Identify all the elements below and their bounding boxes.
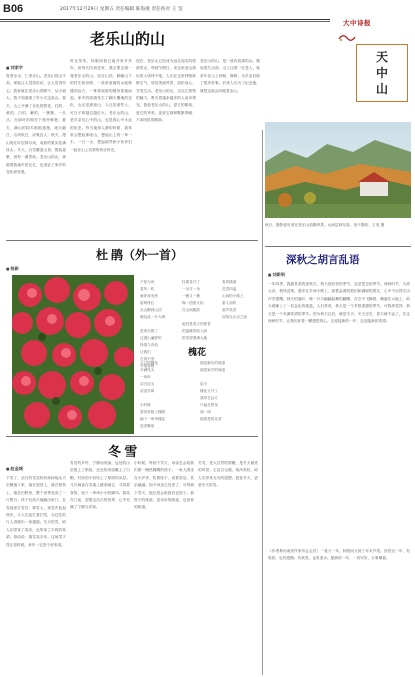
divider bbox=[6, 436, 258, 437]
article1-column: 老乐山的山，是一座有故事的山。据说很久以前，山上住着一位老人，他常年在山上种树、修路，为乡亲们做了很多好事。后来人们为了纪念他，就把这座山叫做老乐山。 bbox=[200, 59, 260, 93]
article1-column: 现在，老乐山已经成为远近闻名的旅游景点，每到节假日，来这里登山游玩的人络绎不绝。人们在这里呼吸新鲜空气，欣赏美丽风景，放松身心，享受生活。老乐山的山，正以它独特的魅力，吸引着越来越多的人前来观光。我爱老乐山的山，爱它的雄伟，爱它的秀美，更爱它那种默默奉献、不求回报的精神。 bbox=[136, 59, 196, 123]
article2-footer: （作者系河南省作家协会会员）一晃又一年，转眼间又到了年末岁尾。回首这一年，有收获，也有遗憾；有欢笑，也有泪水。愿新的一年，一切安好，万事顺意。 bbox=[268, 549, 410, 561]
mountain-photo bbox=[265, 122, 411, 218]
page-number: B06 bbox=[3, 3, 24, 15]
column-divider bbox=[262, 130, 263, 675]
section-char: 山 bbox=[375, 82, 388, 96]
poem2-col: 五月的槐花 开满枝头 一串串 洁白如玉 清香扑鼻 小时候 我常常爬上槐树 摘下一串串槐花 放进嘴里 bbox=[140, 361, 166, 428]
article3-column: 冬雪，是大自然的馈赠，是冬天最美的风景。它洁白无瑕，纯净美好，给人们带来无尽的遐想。我爱冬天，更爱冬天的雪。 bbox=[198, 461, 258, 488]
article3-byline: ■ 赵金城 bbox=[6, 466, 23, 472]
poem1-title: 杜 鹃（外一首） bbox=[96, 248, 184, 262]
poem2-col: 那是童年的味道 那是家乡的味道 如今 槐花又开了 我却在远方 只能在梦里 闻一闻 那熟悉的花香 bbox=[200, 361, 226, 421]
divider bbox=[6, 240, 258, 241]
section-label-box bbox=[356, 44, 408, 102]
brand-title: 大中诗报 bbox=[343, 19, 371, 27]
poem1-col: 不知为何 春风一吹 就浑身发热 脸颊绯红 从山脚到山顶 燃烧成一片火海 是谁点燃了 这漫山遍野的 热情与奔放 让我们 在春天里 尽情欢唱 bbox=[140, 280, 166, 368]
article1-byline: ■ 刘家宇 bbox=[6, 65, 23, 71]
poem2-title: 槐花 bbox=[188, 347, 207, 357]
article1-column: 智者乐水，仁者乐山。老乐山的山不高，却能让人觉得亲切，让人觉得安心。我家就在老乐山的脚下，从小到大，我不知道爬了多少次这座山。春天，山上开满了各色的野花，红的、黄的、白的、紫的，一簇簇、一丛丛，在绿叶的映衬下格外鲜艳；夏天，满山的树木郁郁葱葱，遮天蔽日，山风吹过，凉爽宜人；秋天，漫山的红叶层林尽染，成熟的果实挂满枝头；冬天，白雪覆盖山顶，银装素裹，别有一番景致。老乐山的山，承载着我童年的记忆，也见证了家乡的变化和发展。 bbox=[6, 74, 66, 175]
photo-caption: 秋日，摄影爱好者在老乐山拍摄风景。山间层林尽染，美不胜收。王莹 摄 bbox=[265, 223, 385, 227]
poem1-byline: ■ 杨新 bbox=[6, 266, 19, 272]
article3-column: 下雪了，洁白的雪花纷纷扬扬地从天空飘落下来，落在屋顶上，落在树枝上，落在田野里，整个世界变成了一片银白。孩子们高兴地跑出家门，在雪地里打雪仗、堆雪人，欢笑声此起彼伏。大人们也忙着扫雪，为过往的行人清理出一条通道。冬天的雪，给人们带来了欢乐，也带来了丰收的希望。俗话说：瑞雪兆丰年。这场雪下得正是时候，来年一定是个好收成。 bbox=[6, 476, 66, 547]
article2-title: 深秋之胡言乱语 bbox=[286, 255, 360, 266]
section-char: 中 bbox=[375, 66, 388, 80]
article3-column: 小时候，每到下雪天，母亲总会给我们做一锅热腾腾的饺子。一家人围坐在火炉旁，吃着饺子，说着笑话，其乐融融。如今母亲已经老了，可每到下雪天，她还是会给我们包饺子。那饺子的味道，是母亲的味道，也是家的味道。 bbox=[134, 461, 194, 510]
divider bbox=[265, 246, 411, 247]
header-rule bbox=[0, 19, 330, 20]
article1-column: 时光匆匆，转眼间我已离开家乡多年，但每次回到老家，我总要去爬一爬老乐山的山。站在山顶，俯瞰山下的村庄和田野，一条条宽阔的水泥路通向远方，一栋栋崭新的楼房拔地而起，家乡的面貌发生了翻天覆地的变化。山还是那座山，人还是那些人，可日子却越过越红火。老乐山的山，是乡亲们心中的山，也是我心中永远的依恋。每当夜深人静的时候，我常常会想起那座山，想起山上的一草一木、一石一水，想起那些和小伙伴们一起在山上玩耍的快乐时光。 bbox=[70, 59, 132, 152]
section-char: 天 bbox=[375, 50, 388, 64]
brand-logo-icon bbox=[338, 33, 356, 43]
header-meta: 2017年12月29日 星期五 责任编辑 陈海燕 责任校对 王 莹 bbox=[60, 7, 183, 12]
azalea-photo bbox=[12, 275, 134, 434]
article3-column: 雪后的乡村，宁静而美丽。远处的山峦披上了银装，近处的房屋戴上了白帽，村前的小河结上了厚厚的冰层。几只麻雀在雪地上跳来跳去，寻找着食物，留下一串串小小的脚印。我站在门前，望着这洁白的世界，心中充满了宁静与祥和。 bbox=[70, 461, 130, 510]
poem1-col: 杜鹃花开了 一朵又一朵 一簇又一簇 像一团团火焰 在山间跳跃 她们是春天的使者 把温暖带给人间 把希望洒满大地 bbox=[182, 280, 211, 340]
article3-title: 冬 雪 bbox=[108, 444, 138, 459]
header-rule-thin bbox=[0, 21, 330, 22]
poem1-col: 春风拂面 花香四溢 山间的小路上 游人如织 欢声笑语 回荡在山谷之间 bbox=[222, 280, 248, 319]
article1-title: 老乐山的山 bbox=[90, 32, 166, 48]
article2-body: 一年四季，我最喜欢的是秋天。秋天是收获的季节，也是思念的季节。深秋时节，天高云淡，秋风送爽，漫步在乡间小路上，看着金黄的稻田和满树的果实，心中不由得生出许多感慨。秋天的落叶，像一只只翩翩起舞的蝴蝶，在空中飞舞着，飘落在大地上，给大地铺上了一层金色的地毯。人们常说，秋天是一个多愁善感的季节，可我却觉得，秋天是一个充满希望的季节。因为秋天过后，就是冬天；冬天过后，春天就不远了。在这深秋时节，让我们怀着一颗感恩的心，去迎接新的一年，去迎接新的希望。 bbox=[268, 282, 410, 324]
article2-byline: ■ 刘新明 bbox=[268, 272, 285, 278]
